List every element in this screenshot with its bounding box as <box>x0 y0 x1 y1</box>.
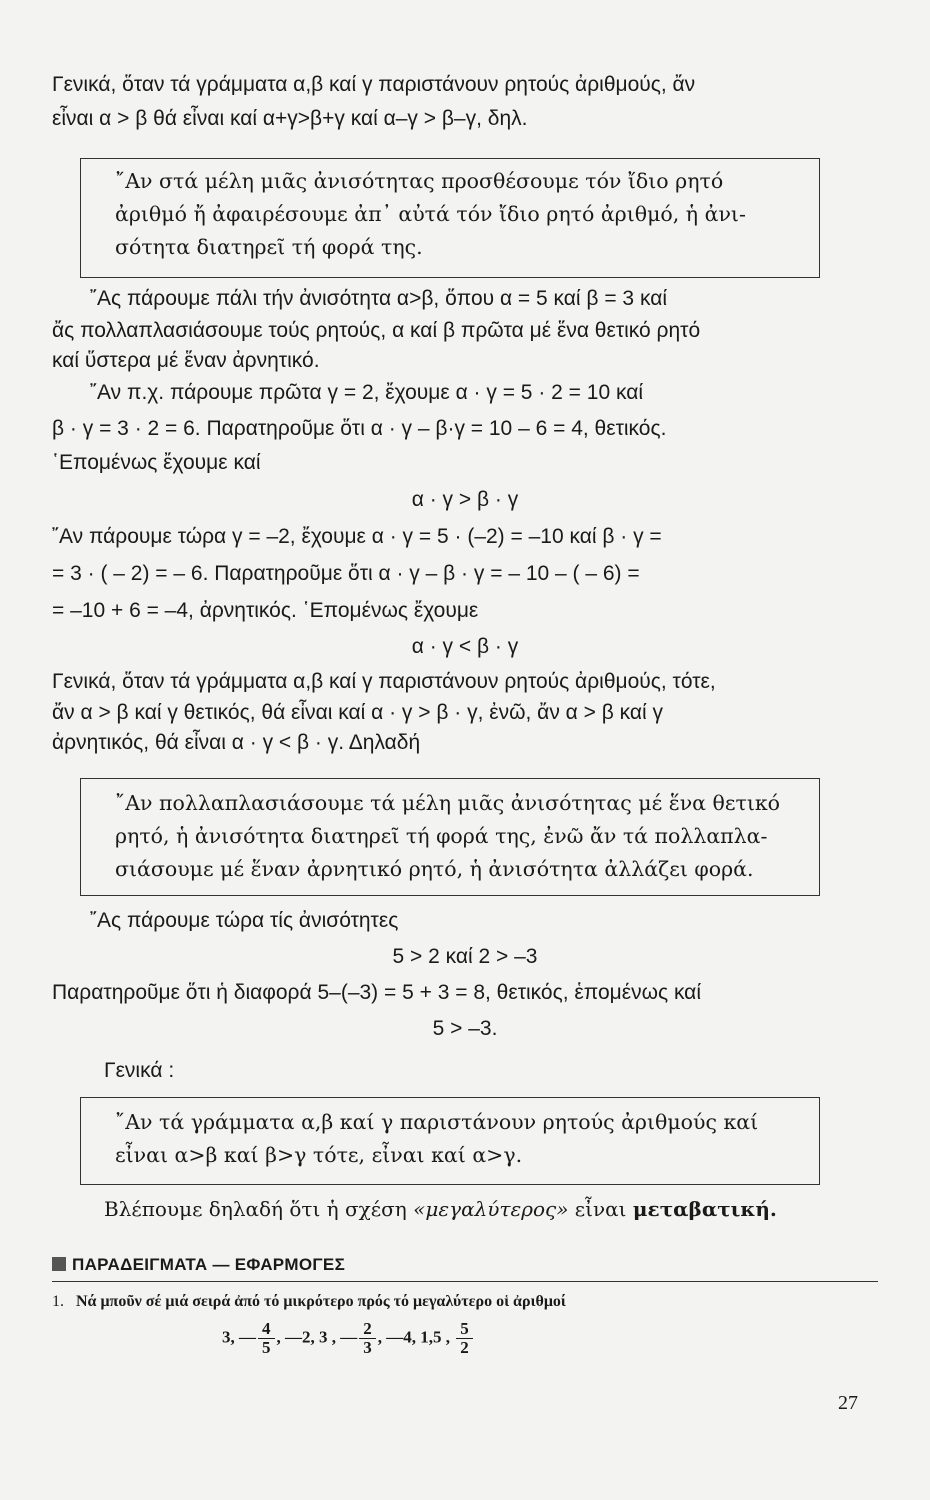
box-line: ῎Αν στά μέλη μιᾶς ἀνισότητας προσθέσουμε τόν ἴδιο ρητό <box>115 169 724 193</box>
exercise-text: Νά μποῦν σέ μιά σειρά ἀπό τό μικρότερο πρός τό μεγαλύτερο οἱ ἀριθμοί <box>76 1293 566 1310</box>
text-line: ἄν α > β καί γ θετικός, θά εἶναι καί α · γ > β · γ, ἐνῶ, ἄν α > β καί γ <box>52 701 664 724</box>
section-heading-text: ΠΑΡΑΔΕΙΓΜΑΤΑ — ΕΦΑΡΜΟΓΕΣ <box>72 1255 346 1274</box>
numerator: 4 <box>258 1320 275 1339</box>
rule-box-addition <box>80 158 820 278</box>
box-line: ῎Αν πολλαπλασιάσουμε τά μέλη μιᾶς ἀνισότητας μέ ἕνα θετικό <box>115 791 781 815</box>
number-item: , —2, 3 , <box>276 1327 336 1347</box>
rule-box-transitivity <box>80 1097 820 1185</box>
square-bullet-icon <box>52 1257 66 1271</box>
denominator: 2 <box>460 1338 469 1357</box>
fraction-5-2 <box>456 1320 473 1357</box>
formula: α · γ > β · γ <box>411 488 519 511</box>
box-line: ῎Αν τά γράμματα α,β καί γ παριστάνουν ρητούς ἀριθμούς καί <box>115 1110 759 1134</box>
exercise-1 <box>52 1293 566 1311</box>
exercise-number: 1. <box>52 1293 64 1310</box>
conclusion-text: Βλέπουμε δηλαδή ὅτι ἡ σχέση <box>104 1197 414 1221</box>
numerator: 5 <box>456 1320 473 1339</box>
page-number: 27 <box>838 1392 858 1414</box>
text-line: Γενικά : <box>104 1059 175 1082</box>
text-line: = –10 + 6 = –4, ἀρνητικός. ῾Επομένως ἔχουμε <box>52 599 479 622</box>
text-line: Γενικά, ὅταν τά γράμματα α,β καί γ παριστάνουν ρητούς ἀριθμούς, ἄν <box>52 73 696 96</box>
text-line: = 3 · ( – 2) = – 6. Παρατηροῦμε ὅτι α · γ – β · γ = – 10 – ( – 6) = <box>52 562 640 585</box>
box-line: σότητα διατηρεῖ τή φορά της. <box>115 235 423 259</box>
exercise-numbers <box>222 1320 475 1357</box>
conclusion-text: εἶναι <box>568 1197 633 1221</box>
conclusion-line <box>104 1194 930 1224</box>
text-line: ῎Αν π.χ. πάρουμε πρῶτα γ = 2, ἔχουμε α · γ = 5 · 2 = 10 καί <box>90 381 644 404</box>
box-line: ρητό, ἡ ἀνισότητα διατηρεῖ τή φορά της, ἐνῶ ἄν τά πολλαπλα- <box>115 824 768 848</box>
number-item: , —4, 1,5 , <box>377 1327 450 1347</box>
text-line: ῎Ας πάρουμε τώρα τίς ἀνισότητες <box>90 909 399 932</box>
number-item: 3, <box>222 1327 235 1347</box>
denominator: 5 <box>262 1338 271 1357</box>
text-line: καί ὕστερα μέ ἕναν ἀρνητικό. <box>52 349 320 372</box>
text-line: ῎Αν πάρουμε τώρα γ = –2, ἔχουμε α · γ = 5 · (–2) = –10 καί β · γ = <box>52 525 662 548</box>
key-term: μεταβατική. <box>632 1197 777 1221</box>
rule-box-multiplication <box>80 778 820 896</box>
text-line: β · γ = 3 · 2 = 6. Παρατηροῦμε ὅτι α · γ – β·γ = 10 – 6 = 4, θετικός. <box>52 417 667 440</box>
fraction-4-5 <box>258 1320 275 1357</box>
box-line: σιάσουμε μέ ἕναν ἀρνητικό ρητό, ἡ ἀνισότητα ἀλλάζει φορά. <box>115 857 754 881</box>
text-line: ἄς πολλαπλασιάσουμε τούς ρητούς, α καί β πρῶτα μέ ἕνα θετικό ρητό <box>52 319 701 342</box>
box-line: ἀριθμό ἤ ἀφαιρέσουμε ἀπ᾽ αὐτά τόν ἴδιο ρητό ἀριθμό, ἡ ἀνι- <box>115 202 746 226</box>
formula: 5 > –3. <box>432 1017 498 1040</box>
fraction-2-3 <box>359 1320 376 1357</box>
formula: 5 > 2 καί 2 > –3 <box>392 945 538 968</box>
denominator: 3 <box>363 1338 372 1357</box>
formula: α · γ < β · γ <box>411 635 519 658</box>
text-line: ῎Ας πάρουμε πάλι τήν ἀνισότητα α>β, ὅπου α = 5 καί β = 3 καί <box>90 287 667 310</box>
quoted-term: «μεγαλύτερος» <box>413 1197 569 1221</box>
box-line: εἶναι α>β καί β>γ τότε, εἶναι καί α>γ. <box>115 1143 523 1167</box>
section-heading <box>52 1255 345 1275</box>
text-line: Παρατηροῦμε ὅτι ἡ διαφορά 5–(–3) = 5 + 3 = 8, θετικός, ἑπομένως καί <box>52 981 701 1004</box>
text-line: ἀρνητικός, θά εἶναι α · γ < β · γ. Δηλαδή <box>52 731 421 754</box>
divider <box>52 1281 878 1282</box>
text-line: Γενικά, ὅταν τά γράμματα α,β καί γ παριστάνουν ρητούς ἀριθμούς, τότε, <box>52 670 716 693</box>
numerator: 2 <box>359 1320 376 1339</box>
text-line: εἶναι α > β θά εἶναι καί α+γ>β+γ καί α–γ > β–γ, δηλ. <box>52 107 528 130</box>
minus-sign: — <box>239 1327 256 1347</box>
text-line: ῾Επομένως ἔχουμε καί <box>52 451 261 474</box>
minus-sign: — <box>340 1327 358 1347</box>
